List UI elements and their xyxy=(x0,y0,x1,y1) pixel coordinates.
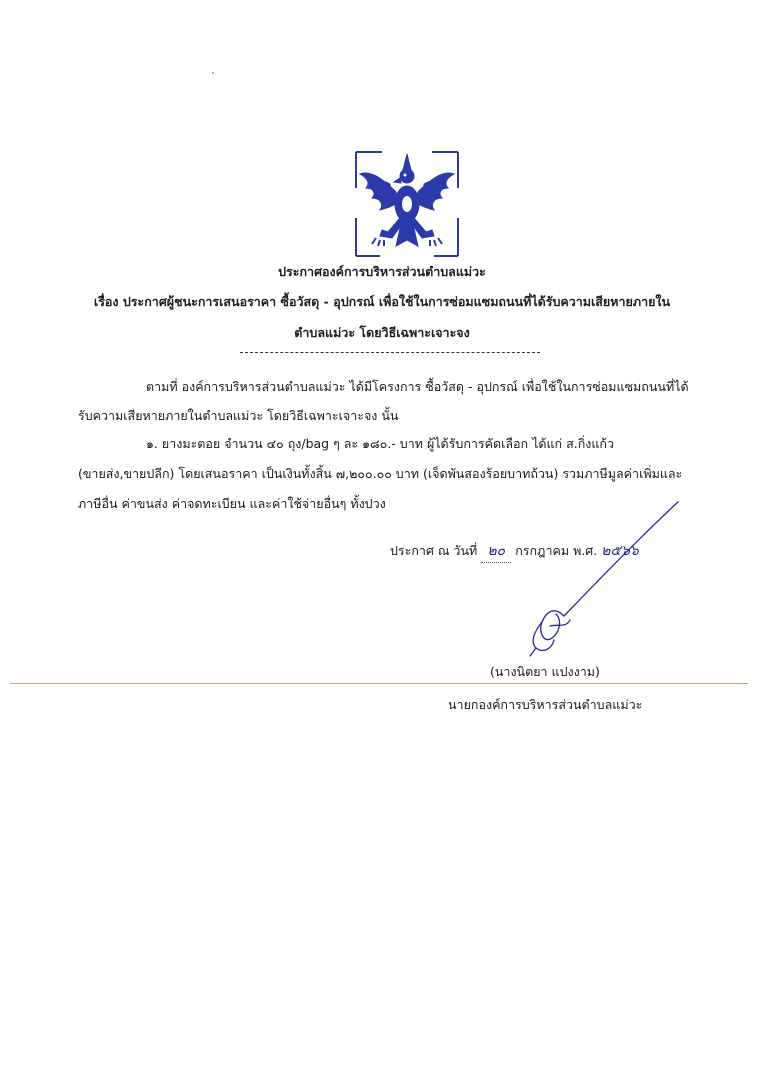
date-prefix: ประกาศ ณ วันที่ xyxy=(390,543,478,558)
horizontal-rule xyxy=(10,683,748,684)
garuda-emblem-icon xyxy=(352,148,462,260)
announcement-subject-cont: ตำบลแม่วะ โดยวิธีเฉพาะเจาะจง xyxy=(294,325,470,340)
body-paragraph-1-line-2: รับความเสียหายภายในตำบลแม่วะ โดยวิธีเฉพาะเจาะจง นั้น xyxy=(78,408,399,423)
announcement-subject: เรื่อง ประกาศผู้ชนะการเสนอราคา ซื้อวัสดุ - อุปกรณ์ เพื่อใช้ในการซ่อมแซมถนนที่ได้รับความเสียหายภายใน xyxy=(93,294,671,309)
scan-speck xyxy=(212,72,214,74)
date-year-handwritten: ๒๕๖๖ xyxy=(601,543,639,559)
date-month: กรกฎาคม xyxy=(515,543,570,558)
body-paragraph-2-line-1: ๑. ยางมะตอย จำนวน ๔๐ ถุง/bag ๆ ละ ๑๘๐.- บาท ผู้ได้รับการคัดเลือก ได้แก่ ส.กิ่งแก้ว xyxy=(146,436,615,451)
body-paragraph-1-line-1: ตามที่ องค์การบริหารส่วนตำบลแม่วะ ได้มีโครงการ ซื้อวัสดุ - อุปกรณ์ เพื่อใช้ในการซ่อมแซมถนนที่ได้ xyxy=(146,379,689,394)
body-paragraph-2-line-3: ภาษีอื่น ค่าขนส่ง ค่าจดทะเบียน และค่าใช้จ่ายอื่นๆ ทั้งปวง xyxy=(78,496,386,511)
signer-name: (นางนิตยา แปงงาม) xyxy=(490,664,600,679)
dashed-divider xyxy=(240,352,540,353)
signer-title: นายกองค์การบริหารส่วนตำบลแม่วะ xyxy=(448,697,643,712)
date-year-prefix: พ.ศ. xyxy=(573,543,598,558)
handwritten-signature xyxy=(500,498,690,658)
date-day-handwritten: ๒๐ xyxy=(481,540,511,563)
announcement-heading: ประกาศองค์การบริหารส่วนตำบลแม่วะ xyxy=(278,264,486,279)
body-paragraph-2-line-2: (ขายส่ง,ขายปลีก) โดยเสนอราคา เป็นเงินทั้งสิ้น ๗,๒๐๐.๐๐ บาท (เจ็ดพันสองร้อยบาทถ้วน) รวมภาษีมูลค่าเพิ่มและ xyxy=(78,466,683,481)
